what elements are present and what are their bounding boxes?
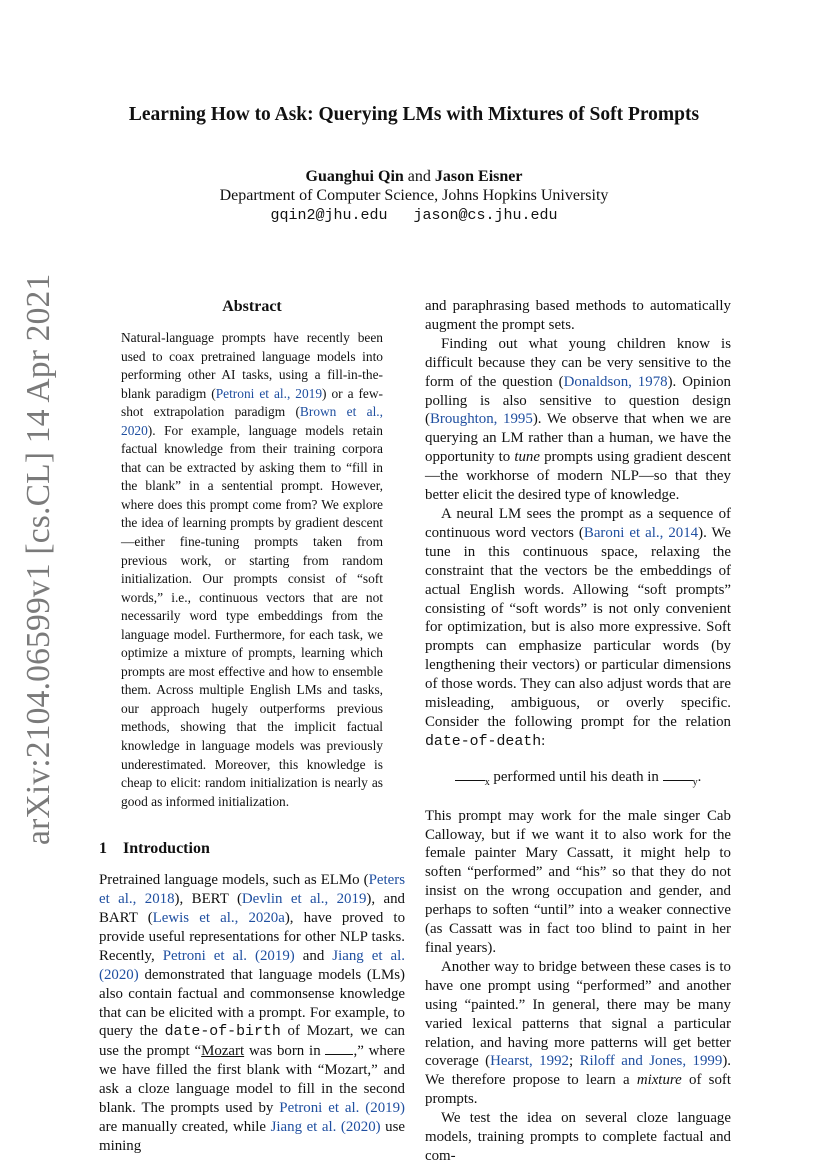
relation-code: date-of-birth — [164, 1024, 281, 1041]
citation-link[interactable]: Baroni et al., 2014 — [583, 524, 699, 541]
fill-blank — [325, 1042, 353, 1055]
right-paragraph-5: Another way to bridge between these cases is to have one prompt using “performed” and another using “painted.” In general, there may be many varied lexical patterns that signal a particular relation, and having more patterns will get better coverage (Hearst, 1992; Riloff and Jones, 1999). We therefore propose to learn a mixture of soft prompts. — [425, 958, 731, 1108]
author-line — [0, 168, 828, 186]
right-paragraph-1: and paraphrasing based methods to automatically augment the prompt sets. — [425, 298, 731, 333]
citation-link[interactable]: Lewis et al., 2020a — [152, 910, 285, 927]
underlined-word: Mozart — [201, 1043, 245, 1060]
section-heading-introduction: 1 Introduction — [99, 840, 210, 858]
citation-link[interactable]: Jiang et al. (2020) — [99, 947, 405, 983]
right-paragraph-2: Finding out what young children know is difficult because they can be very sensitive to the form of the question (Donaldson, 1978). Opinion polling is also sensitive to question design (Broughton, 1995). We observe that when we are querying an LM rather than a human, we have the opportunity to tune prompts using gradient descent—the workhorse of modern NLP—so that they better elicit the desired type of knowledge. — [425, 335, 732, 504]
citation-link[interactable]: Brown et al., 2020 — [121, 404, 384, 438]
author-conjunction: and — [407, 168, 431, 185]
citation-link[interactable]: Donaldson, 1978 — [563, 373, 668, 390]
author-1: Guanghui Qin — [305, 168, 404, 185]
right-column — [425, 297, 731, 1166]
citation-link[interactable]: Petroni et al. (2019) — [279, 1100, 405, 1117]
relation-code: date-of-death — [425, 733, 542, 750]
author-2: Jason Eisner — [434, 168, 523, 185]
email-1: gqin2@jhu.edu — [270, 207, 388, 224]
abstract-body: Natural-language prompts have recently been used to coax pretrained language models into performing other AI tasks, using a fill-in-the-blank paradigm (Petroni et al., 2019) or a few-shot extrapolation paradigm (Brown et al., 2020). For example, language models retain factual knowledge from their training corpora that can be extracted by asking them to “fill in the blank” in a sentential prompt. However, where does this prompt come from? We explore the idea of learning prompts by gradient descent—either fine-tuning prompts taken from previous work, or starting from random initialization. Our prompts consist of “soft words,” i.e., continuous vectors that are not necessarily word type embeddings from the language model. Furthermore, for each task, we optimize a mixture of prompts, learning which prompts are most effective and how to ensemble them. Across multiple English LMs and tasks, our approach hugely outperforms previous methods, showing that the implicit factual knowledge in language models was previously underestimated. Moreover, this knowledge is cheap to elicit: random initialization is nearly as good as informed initialization. — [121, 330, 384, 809]
citation-link[interactable]: Hearst, 1992 — [490, 1053, 569, 1070]
arxiv-side-stamp: arXiv:2104.06599v1 [cs.CL] 14 Apr 2021 — [20, 273, 57, 845]
citation-link[interactable]: Devlin et al., 2019 — [241, 891, 367, 908]
fill-blank — [455, 768, 485, 781]
citation-link[interactable]: Petroni et al. (2019) — [162, 947, 295, 964]
example-prompt: $_x$ performed until his death in $_y$. — [425, 768, 731, 793]
abstract-heading: Abstract — [222, 298, 282, 315]
left-column — [99, 297, 405, 1156]
citation-link[interactable]: Jiang et al. (2020) — [270, 1119, 381, 1135]
right-paragraph-3: A neural LM sees the prompt as a sequence of continuous word vectors (Baroni et al., 2014). We tune in this continuous space, relaxing the constraint that the vectors be the embeddings of actual English words. Allowing “soft prompts” consisting of “soft words” is not only convenient for optimization, but is also more expressive. Soft prompts can emphasize particular words (by lengthening their vectors) or particular dimensions of those words. They can also adjust words that are misleading, ambiguous, or overly specific. Consider the following prompt for the relation date-of-death: — [425, 505, 731, 750]
email-2: jason@cs.jhu.edu — [413, 207, 558, 224]
right-paragraph-6: We test the idea on several cloze language models, training prompts to complete factual and com- — [425, 1110, 731, 1164]
citation-link[interactable]: Petroni et al., 2019 — [215, 385, 323, 401]
intro-paragraph-1: Pretrained language models, such as ELMo (Peters et al., 2018), BERT (Devlin et al., 2019), and BART (Lewis et al., 2020a), have proved to provide useful representations for other NLP tasks. Recently, Petroni et al. (2019) and Jiang et al. (2020) demonstrated that language models (LMs) also contain factual and commonsense knowledge that can be elicited with a prompt. For example, to query the date-of-birth of Mozart, we can use the prompt “Mozart was born in ,” where we have filled the first blank with “Mozart,” and ask a cloze language model to fill in the second blank. The prompts used by Petroni et al. (2019) are manually created, while Jiang et al. (2020) use mining — [99, 872, 406, 1154]
paper-title: Learning How to Ask: Querying LMs with Mixtures of Soft Prompts — [128, 104, 700, 125]
affiliation: Department of Computer Science, Johns Hopkins University — [219, 187, 609, 204]
email-line — [0, 207, 828, 224]
citation-link[interactable]: Peters et al., 2018 — [99, 872, 405, 908]
citation-link[interactable]: Riloff and Jones, 1999 — [579, 1053, 723, 1070]
right-paragraph-4: This prompt may work for the male singer Cab Calloway, but if we want it to also work for the female painter Mary Cassatt, it might help to soften “performed” and “his” so that they do not insist on the wrong occupation and gender, and perhaps to soften “until” into a weaker connective (as Cassatt was in fact too blind to paint in her final years). — [425, 807, 731, 956]
citation-link[interactable]: Broughton, 1995 — [429, 411, 533, 428]
fill-blank — [663, 768, 693, 781]
